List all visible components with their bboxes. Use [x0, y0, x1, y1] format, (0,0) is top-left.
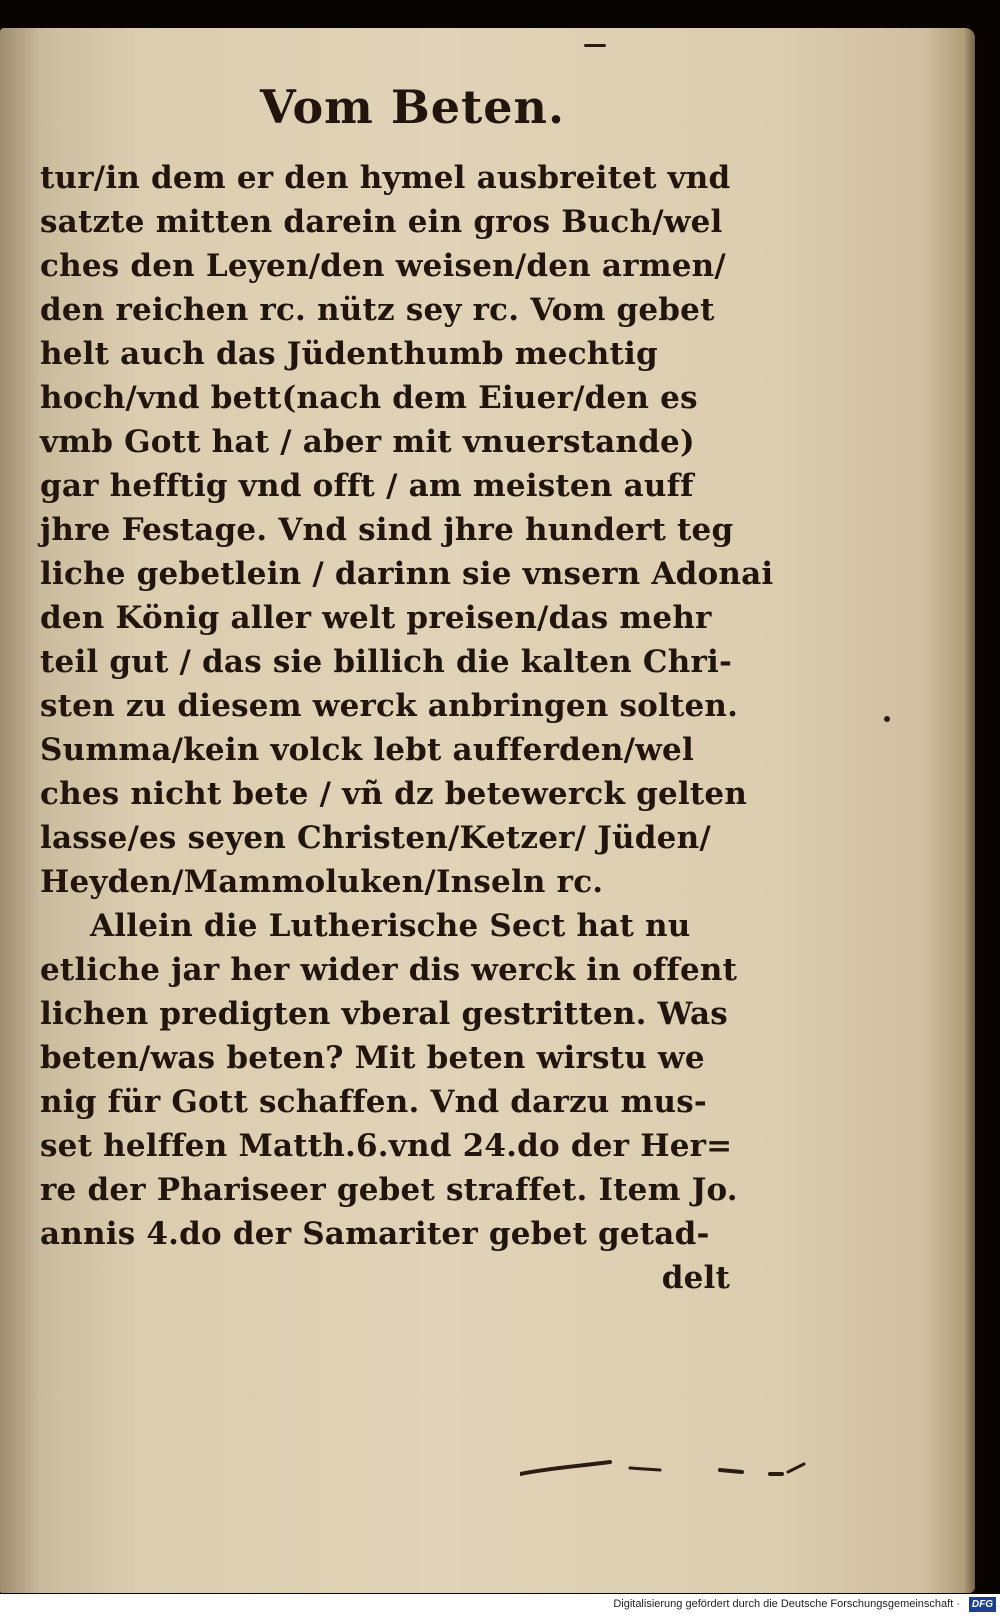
text-line: set helffen Matth.6.vnd 24.do der Her= [40, 1128, 733, 1164]
running-header: Vom Beten. [260, 80, 565, 134]
text-line: hoch/vnd bett(nach dem Eiuer/den es [40, 380, 698, 416]
text-line: lichen predigten vberal gestritten. Was [40, 996, 728, 1032]
text-line: liche gebetlein / darinn sie vnsern Adonai [40, 556, 774, 592]
text-line: jhre Festage. Vnd sind jhre hundert teg [40, 512, 734, 548]
text-line: tur/in dem er den hymel ausbreitet vnd [40, 160, 731, 196]
signature-mark [584, 44, 606, 47]
text-line: beten/was beten? Mit beten wirstu we [40, 1040, 705, 1076]
text-line: satzte mitten darein ein gros Buch/wel [40, 204, 723, 240]
text-line: nig für Gott schaffen. Vnd darzu mus- [40, 1084, 707, 1120]
text-line: Summa/kein volck lebt aufferden/wel [40, 732, 694, 768]
page-edge-shadow [965, 28, 975, 1593]
ink-spot [884, 716, 890, 722]
text-line: helt auch das Jüdenthumb mechtig [40, 336, 658, 372]
digitization-footer [0, 1594, 1000, 1616]
text-line: annis 4.do der Samariter gebet getad- [40, 1216, 710, 1252]
text-line: sten zu diesem werck anbringen solten. [40, 688, 739, 724]
text-line: den König aller welt preisen/das mehr [40, 600, 712, 636]
text-line: ches den Leyen/den weisen/den armen/ [40, 248, 726, 284]
text-line: teil gut / das sie billich die kalten Chri- [40, 644, 733, 680]
text-line: Heyden/Mammoluken/Inseln rc. [40, 864, 604, 900]
dfg-logo: DFG [969, 1597, 996, 1612]
text-line: gar hefftig vnd offt / am meisten auff [40, 468, 694, 504]
text-line: ches nicht bete / vñ dz betewerck gelten [40, 776, 748, 812]
body-text [40, 156, 774, 1300]
book-page [0, 28, 975, 1593]
page-gutter-shadow [0, 28, 40, 1593]
text-line: vmb Gott hat / aber mit vnuerstande) [40, 424, 695, 460]
text-line: re der Phariseer gebet straffet. Item Jo. [40, 1172, 738, 1208]
text-line: etliche jar her wider dis werck in offent [40, 952, 738, 988]
text-line: Allein die Lutherische Sect hat nu [90, 908, 691, 944]
text-line: den reichen rc. nütz sey rc. Vom gebet [40, 292, 715, 328]
ink-smudge-marks [520, 1456, 840, 1486]
footer-credit-text: Digitalisierung gefördert durch die Deutsche Forschungsgemeinschaft · [613, 1598, 960, 1610]
text-line: lasse/es seyen Christen/Ketzer/ Jüden/ [40, 820, 711, 856]
text-line: delt [661, 1260, 730, 1296]
